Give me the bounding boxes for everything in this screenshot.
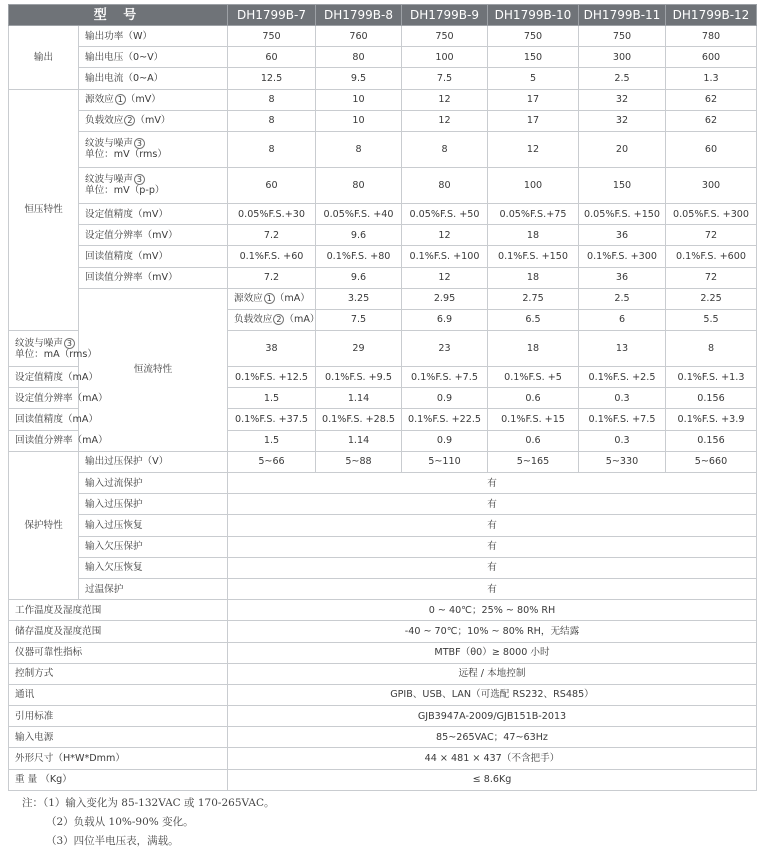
row-label: 设定值分辨率（mA）: [9, 388, 79, 409]
table-row: [9, 110, 757, 131]
cell: 5.5: [666, 309, 757, 330]
cell: 0.05%F.S.+75: [488, 203, 579, 224]
cell: 36: [579, 267, 666, 288]
cell: 85~265VAC；47~63Hz: [228, 727, 757, 748]
row-label-unit: （mV）: [135, 115, 171, 127]
model-header: DH1799B-7: [228, 5, 316, 26]
row-label: 通讯: [9, 684, 228, 705]
cell: 有: [228, 536, 757, 557]
cell: 0.1%F.S. +15: [488, 409, 579, 430]
row-label-unit: （mA）: [274, 293, 310, 305]
group-label-output: 输出: [9, 26, 79, 90]
row-label: 回读值精度（mA）: [9, 409, 79, 430]
cell: 23: [402, 331, 488, 367]
table-row: [9, 515, 757, 536]
row-label: 过温保护: [79, 578, 228, 599]
cell: 5~66: [228, 451, 316, 472]
cell: 5~165: [488, 451, 579, 472]
row-label: 工作温度及湿度范围: [9, 600, 228, 621]
cell: 有: [228, 494, 757, 515]
cell: 0.05%F.S. +150: [579, 203, 666, 224]
cell: 12: [402, 267, 488, 288]
cell: 29: [316, 331, 402, 367]
cell: 0.05%F.S. +50: [402, 203, 488, 224]
cell: 7.2: [228, 225, 316, 246]
table-row: [9, 706, 757, 727]
table-row: [9, 288, 757, 309]
row-label: 回读值精度（mV）: [79, 246, 228, 267]
cell: 600: [666, 47, 757, 68]
cell: 5~330: [579, 451, 666, 472]
row-label-text: 源效应: [85, 94, 114, 106]
table-row: [9, 267, 757, 288]
header-row: [9, 5, 757, 26]
cell: 8: [228, 110, 316, 131]
cell: 150: [488, 47, 579, 68]
cell: 0 ~ 40℃；25% ~ 80% RH: [228, 600, 757, 621]
footnote-mark: 3: [134, 138, 145, 149]
row-label: [79, 131, 228, 167]
row-label: [9, 331, 97, 367]
cell: -40 ~ 70℃；10% ~ 80% RH，无结露: [228, 621, 757, 642]
cell: 80: [316, 47, 402, 68]
cell: 12: [402, 89, 488, 110]
table-row: [9, 600, 757, 621]
cell: 38: [228, 331, 316, 367]
table-row: [9, 494, 757, 515]
row-label: 输出功率（W）: [79, 26, 228, 47]
cell: 32: [579, 89, 666, 110]
row-label-unit: （mV）: [125, 94, 161, 106]
model-header: DH1799B-9: [402, 5, 488, 26]
row-label: 输入过压保护: [79, 494, 228, 515]
cell: 5~88: [316, 451, 402, 472]
footnote-mark: 1: [115, 94, 126, 105]
table-row: [9, 578, 757, 599]
cell: 32: [579, 110, 666, 131]
row-label-unit: 单位：mV（rms）: [85, 149, 167, 161]
cell: 760: [316, 26, 402, 47]
cell: 17: [488, 110, 579, 131]
cell: 7.2: [228, 267, 316, 288]
cell: 2.5: [579, 288, 666, 309]
model-header: DH1799B-12: [666, 5, 757, 26]
cell: 100: [488, 167, 579, 203]
cell: 60: [666, 131, 757, 167]
cell: 18: [488, 225, 579, 246]
cell: 0.6: [488, 430, 579, 451]
cell: 2.95: [402, 288, 488, 309]
row-label: [79, 110, 228, 131]
cell: 750: [228, 26, 316, 47]
cell: 60: [228, 167, 316, 203]
row-label-unit: 单位：mA（rms）: [15, 348, 97, 360]
footnote-mark: 2: [124, 115, 135, 126]
cell: 62: [666, 110, 757, 131]
row-label: 输入过压恢复: [79, 515, 228, 536]
cell: 0.1%F.S. +28.5: [316, 409, 402, 430]
row-label: 输出电压（0~V）: [79, 47, 228, 68]
cell: 13: [579, 331, 666, 367]
cell: 0.05%F.S. +300: [666, 203, 757, 224]
footnote-mark: 2: [273, 314, 284, 325]
cell: 12: [402, 110, 488, 131]
model-header: DH1799B-11: [579, 5, 666, 26]
cell: 2.25: [666, 288, 757, 309]
table-row: [9, 203, 757, 224]
cell: 8: [666, 331, 757, 367]
cell: MTBF（θ0）≥ 8000 小时: [228, 642, 757, 663]
row-label: [228, 288, 316, 309]
row-label-text: 纹波与噪声: [85, 174, 133, 186]
footnote-mark: 3: [64, 338, 75, 349]
row-label: 输入过流保护: [79, 473, 228, 494]
cell: 8: [228, 131, 316, 167]
row-label: 储存温度及湿度范围: [9, 621, 228, 642]
cell: 1.5: [228, 430, 316, 451]
cell: 750: [579, 26, 666, 47]
cell: 有: [228, 473, 757, 494]
row-label: [79, 89, 228, 110]
cell: 3.25: [316, 288, 402, 309]
table-row: [9, 642, 757, 663]
cell: 750: [402, 26, 488, 47]
cell: 0.9: [402, 430, 488, 451]
cell: 750: [488, 26, 579, 47]
note-line: [22, 832, 275, 851]
cell: 72: [666, 225, 757, 246]
row-label: 回读值分辨率（mA）: [9, 430, 79, 451]
cell: 6.9: [402, 309, 488, 330]
cell: 8: [402, 131, 488, 167]
cell: ≤ 8.6Kg: [228, 769, 757, 790]
cell: 0.05%F.S. +40: [316, 203, 402, 224]
cell: 0.1%F.S. +100: [402, 246, 488, 267]
cell: 5~660: [666, 451, 757, 472]
model-header: DH1799B-10: [488, 5, 579, 26]
cell: 0.1%F.S. +12.5: [228, 367, 316, 388]
cell: 780: [666, 26, 757, 47]
row-label-text: 负载效应: [85, 115, 124, 127]
cell: 80: [402, 167, 488, 203]
table-row: [9, 621, 757, 642]
note-item: （2）负载从 10%-90% 变化。: [46, 816, 194, 828]
row-label: [79, 167, 228, 203]
cell: GPIB、USB、LAN（可选配 RS232、RS485）: [228, 684, 757, 705]
cell: 0.1%F.S. +2.5: [579, 367, 666, 388]
cell: 0.1%F.S. +300: [579, 246, 666, 267]
table-row: [9, 769, 757, 790]
table-row: [9, 536, 757, 557]
cell: 100: [402, 47, 488, 68]
row-label-text: 源效应: [234, 293, 263, 305]
table-row: [9, 451, 757, 472]
cell: 0.156: [666, 388, 757, 409]
cell: 1.14: [316, 430, 402, 451]
row-label: 回读值分辨率（mV）: [79, 267, 228, 288]
cell: 0.1%F.S. +3.9: [666, 409, 757, 430]
cell: 2.5: [579, 68, 666, 89]
cell: 2.75: [488, 288, 579, 309]
cell: 有: [228, 515, 757, 536]
cell: 12: [488, 131, 579, 167]
note-line: [22, 813, 275, 832]
note-line: [22, 794, 275, 813]
cell: 62: [666, 89, 757, 110]
cell: 0.1%F.S. +9.5: [316, 367, 402, 388]
cell: 300: [579, 47, 666, 68]
footnote-mark: 3: [134, 174, 145, 185]
row-label: 引用标准: [9, 706, 228, 727]
cell: 0.1%F.S. +5: [488, 367, 579, 388]
note-item: （1）输入变化为 85-132VAC 或 170-265VAC。: [43, 797, 275, 809]
table-row: [9, 748, 757, 769]
cell: 10: [316, 110, 402, 131]
footnote-mark: 1: [264, 293, 275, 304]
cell: 0.6: [488, 388, 579, 409]
cell: 5~110: [402, 451, 488, 472]
cell: 20: [579, 131, 666, 167]
cell: 9.5: [316, 68, 402, 89]
table-row: [9, 727, 757, 748]
cell: 300: [666, 167, 757, 203]
cell: 6: [579, 309, 666, 330]
cell: 0.156: [666, 430, 757, 451]
cell: GJB3947A-2009/GJB151B-2013: [228, 706, 757, 727]
table-row: [9, 473, 757, 494]
cell: 44 × 481 × 437（不含把手）: [228, 748, 757, 769]
cell: 7.5: [402, 68, 488, 89]
row-label: 设定值精度（mV）: [79, 203, 228, 224]
row-label: 控制方式: [9, 663, 228, 684]
cell: 有: [228, 578, 757, 599]
group-label-protection: 保护特性: [9, 451, 79, 599]
cell: 0.3: [579, 430, 666, 451]
row-label-unit: （mA）: [284, 314, 320, 326]
table-row: [9, 131, 757, 167]
cell: 1.3: [666, 68, 757, 89]
cell: 0.05%F.S.+30: [228, 203, 316, 224]
cell: 80: [316, 167, 402, 203]
cell: 0.1%F.S. +1.3: [666, 367, 757, 388]
cell: 0.1%F.S. +22.5: [402, 409, 488, 430]
group-label-cc: 恒流特性: [79, 288, 228, 451]
group-label-cv: 恒压特性: [9, 89, 79, 331]
cell: 0.1%F.S. +60: [228, 246, 316, 267]
row-label: 外形尺寸（H*W*Dmm）: [9, 748, 228, 769]
model-title: 型 号: [9, 5, 228, 26]
table-row: [9, 663, 757, 684]
row-label: 重 量 （Kg）: [9, 769, 228, 790]
table-row: [9, 557, 757, 578]
cell: 8: [316, 131, 402, 167]
cell: 9.6: [316, 267, 402, 288]
row-label: 设定值精度（mA）: [9, 367, 79, 388]
cell: 8: [228, 89, 316, 110]
spec-table: [8, 4, 757, 791]
cell: 0.3: [579, 388, 666, 409]
cell: 18: [488, 267, 579, 288]
table-row: [9, 167, 757, 203]
row-label-text: 纹波与噪声: [85, 138, 133, 150]
cell: 7.5: [316, 309, 402, 330]
cell: 1.14: [316, 388, 402, 409]
cell: 0.9: [402, 388, 488, 409]
row-label-text: 负载效应: [234, 314, 273, 326]
row-label: 输出过压保护（V）: [79, 451, 228, 472]
notes: [22, 794, 275, 851]
cell: 72: [666, 267, 757, 288]
cell: 0.1%F.S. +7.5: [579, 409, 666, 430]
row-label-text: 纹波与噪声: [15, 337, 63, 349]
cell: 10: [316, 89, 402, 110]
table-row: [9, 684, 757, 705]
cell: 5: [488, 68, 579, 89]
cell: 9.6: [316, 225, 402, 246]
cell: 有: [228, 557, 757, 578]
table-row: [9, 47, 757, 68]
cell: 150: [579, 167, 666, 203]
cell: 60: [228, 47, 316, 68]
row-label-unit: 单位：mV（p-p）: [85, 185, 165, 197]
row-label: 设定值分辨率（mV）: [79, 225, 228, 246]
table-row: [9, 89, 757, 110]
cell: 17: [488, 89, 579, 110]
cell: 远程 / 本地控制: [228, 663, 757, 684]
cell: 18: [488, 331, 579, 367]
row-label: [228, 309, 320, 330]
table-row: [9, 68, 757, 89]
row-label: 输入电源: [9, 727, 228, 748]
table-row: [9, 26, 757, 47]
cell: 1.5: [228, 388, 316, 409]
notes-prefix: 注：: [22, 797, 43, 809]
note-item: （3）四位半电压表，满载。: [46, 835, 179, 847]
cell: 12: [402, 225, 488, 246]
row-label: 仪器可靠性指标: [9, 642, 228, 663]
cell: 6.5: [488, 309, 579, 330]
row-label: 输出电流（0~A）: [79, 68, 228, 89]
cell: 0.1%F.S. +150: [488, 246, 579, 267]
row-label: 输入欠压保护: [79, 536, 228, 557]
cell: 12.5: [228, 68, 316, 89]
model-header: DH1799B-8: [316, 5, 402, 26]
cell: 0.1%F.S. +7.5: [402, 367, 488, 388]
table-row: [9, 246, 757, 267]
cell: 36: [579, 225, 666, 246]
cell: 0.1%F.S. +600: [666, 246, 757, 267]
cell: 0.1%F.S. +37.5: [228, 409, 316, 430]
row-label: 输入欠压恢复: [79, 557, 228, 578]
table-row: [9, 225, 757, 246]
cell: 0.1%F.S. +80: [316, 246, 402, 267]
